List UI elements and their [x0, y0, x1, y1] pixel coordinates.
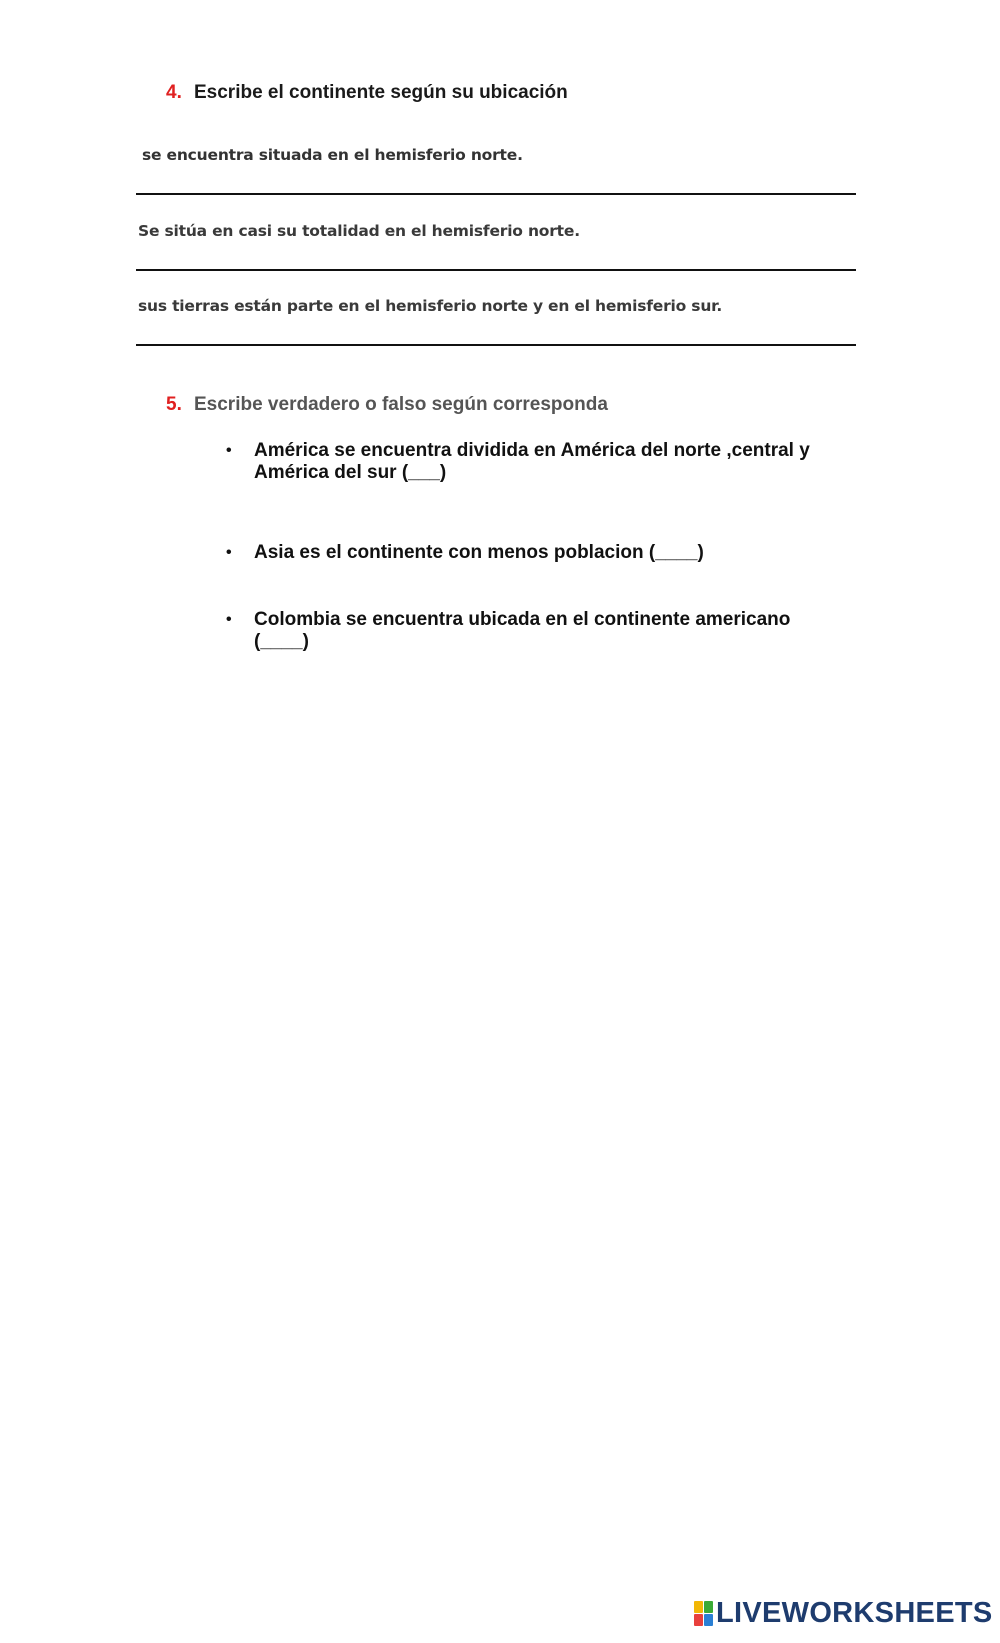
liveworksheets-logo-text: LIVEWORKSHEETS: [716, 1596, 993, 1629]
liveworksheets-logo: [694, 1598, 993, 1628]
true-false-list: [226, 440, 846, 653]
true-false-item-3-text: Colombia se encuentra ubicada en el continente americano (____): [254, 609, 791, 652]
logo-cell: [694, 1614, 703, 1626]
bullet-icon: •: [226, 544, 232, 561]
true-false-item-1: [226, 440, 846, 484]
clue-1-text: se encuentra situada en el hemisferio norte.: [142, 146, 523, 164]
logo-cell: [704, 1601, 713, 1613]
clue-2-text: Se sitúa en casi su totalidad en el hemisferio norte.: [138, 222, 580, 240]
answer-line-2[interactable]: [136, 269, 856, 271]
bullet-icon: •: [226, 442, 232, 459]
logo-cell: [694, 1601, 703, 1613]
question-4-number: 4.: [166, 82, 182, 103]
liveworksheets-logo-icon: [694, 1601, 713, 1626]
question-4-heading: [166, 82, 568, 104]
true-false-item-2-text: Asia es el continente con menos poblacion (____): [254, 542, 704, 563]
answer-line-3[interactable]: [136, 344, 856, 346]
bullet-icon: •: [226, 611, 232, 628]
true-false-item-1-text: América se encuentra dividida en América del norte ,central y América del sur (___): [254, 440, 810, 483]
question-5-title: Escribe verdadero o falso según corresponda: [194, 394, 608, 415]
true-false-item-3: [226, 609, 846, 653]
true-false-item-2: [226, 542, 846, 564]
question-4-title: Escribe el continente según su ubicación: [194, 82, 568, 103]
logo-cell: [704, 1614, 713, 1626]
question-5-number: 5.: [166, 394, 182, 415]
answer-line-1[interactable]: [136, 193, 856, 195]
question-5-heading: [166, 394, 608, 416]
clue-3-text: sus tierras están parte en el hemisferio norte y en el hemisferio sur.: [138, 297, 723, 315]
